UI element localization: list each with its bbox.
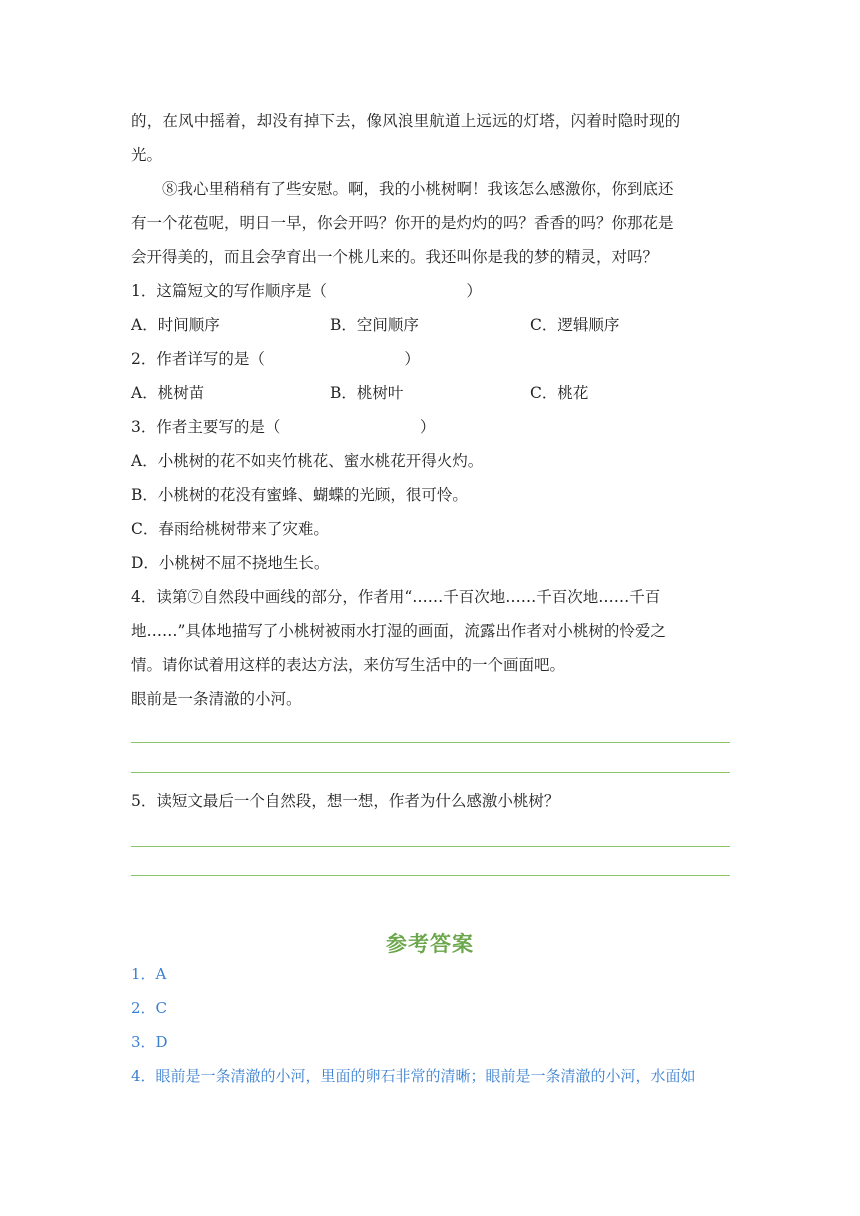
- question-2-option-a: A．桃树苗: [131, 384, 205, 402]
- answer-line: [131, 772, 730, 773]
- passage-line: 光。: [131, 146, 163, 164]
- answer-line: [131, 742, 730, 743]
- question-3-option-c: C．春雨给桃树带来了灾难。: [131, 520, 329, 538]
- paragraph-8-line: 会开得美的，而且会孕育出一个桃儿来的。我还叫你是我的梦的精灵，对吗？: [131, 248, 659, 266]
- question-1-option-c: C．逻辑顺序: [530, 316, 620, 334]
- paragraph-8-line: ⑧我心里稍稍有了些安慰。啊，我的小桃树啊！我该怎么感激你，你到底还: [162, 180, 674, 198]
- question-3-option-d: D．小桃树不屈不挠地生长。: [131, 554, 330, 572]
- question-4-stem-line: 地……”具体地描写了小桃树被雨水打湿的画面，流露出作者对小桃树的怜爱之: [131, 622, 666, 640]
- question-2-option-c: C．桃花: [530, 384, 589, 402]
- answer-item: 4．眼前是一条清澈的小河，里面的卵石非常的清晰；眼前是一条清澈的小河，水面如: [131, 1067, 696, 1085]
- passage-line: 的，在风中摇着，却没有掉下去，像风浪里航道上远远的灯塔，闪着时隐时现的: [131, 112, 681, 130]
- question-1-option-b: B．空间顺序: [330, 316, 419, 334]
- question-3-option-a: A．小桃树的花不如夹竹桃花、蜜水桃花开得火灼。: [131, 452, 484, 470]
- question-4-stem-line: 情。请你试着用这样的表达方法，来仿写生活中的一个画面吧。: [131, 656, 566, 674]
- question-2-option-b: B．桃树叶: [330, 384, 404, 402]
- question-1-option-a: A．时间顺序: [131, 316, 220, 334]
- question-4-prompt: 眼前是一条清澈的小河。: [131, 690, 302, 708]
- answer-item: 2．C: [131, 999, 168, 1017]
- question-3-option-b: B．小桃树的花没有蜜蜂、蝴蝶的光顾，很可怜。: [131, 486, 468, 504]
- answers-title: 参考答案: [386, 932, 474, 956]
- paragraph-8-line: 有一个花苞呢，明日一早，你会开吗？你开的是灼灼的吗？香香的吗？你那花是: [131, 214, 674, 232]
- answer-line: [131, 875, 730, 876]
- question-2-stem: 2．作者详写的是（ ）: [131, 350, 420, 368]
- question-5-stem: 5．读短文最后一个自然段，想一想，作者为什么感激小桃树？: [131, 792, 560, 810]
- answer-item: 3．D: [131, 1033, 168, 1051]
- question-4-stem-line: 4．读第⑦自然段中画线的部分，作者用“……千百次地……千百次地……千百: [131, 588, 661, 606]
- question-3-stem: 3．作者主要写的是（ ）: [131, 418, 436, 436]
- answer-line: [131, 846, 730, 847]
- question-1-stem: 1．这篇短文的写作顺序是（ ）: [131, 282, 482, 300]
- answer-item: 1．A: [131, 965, 167, 983]
